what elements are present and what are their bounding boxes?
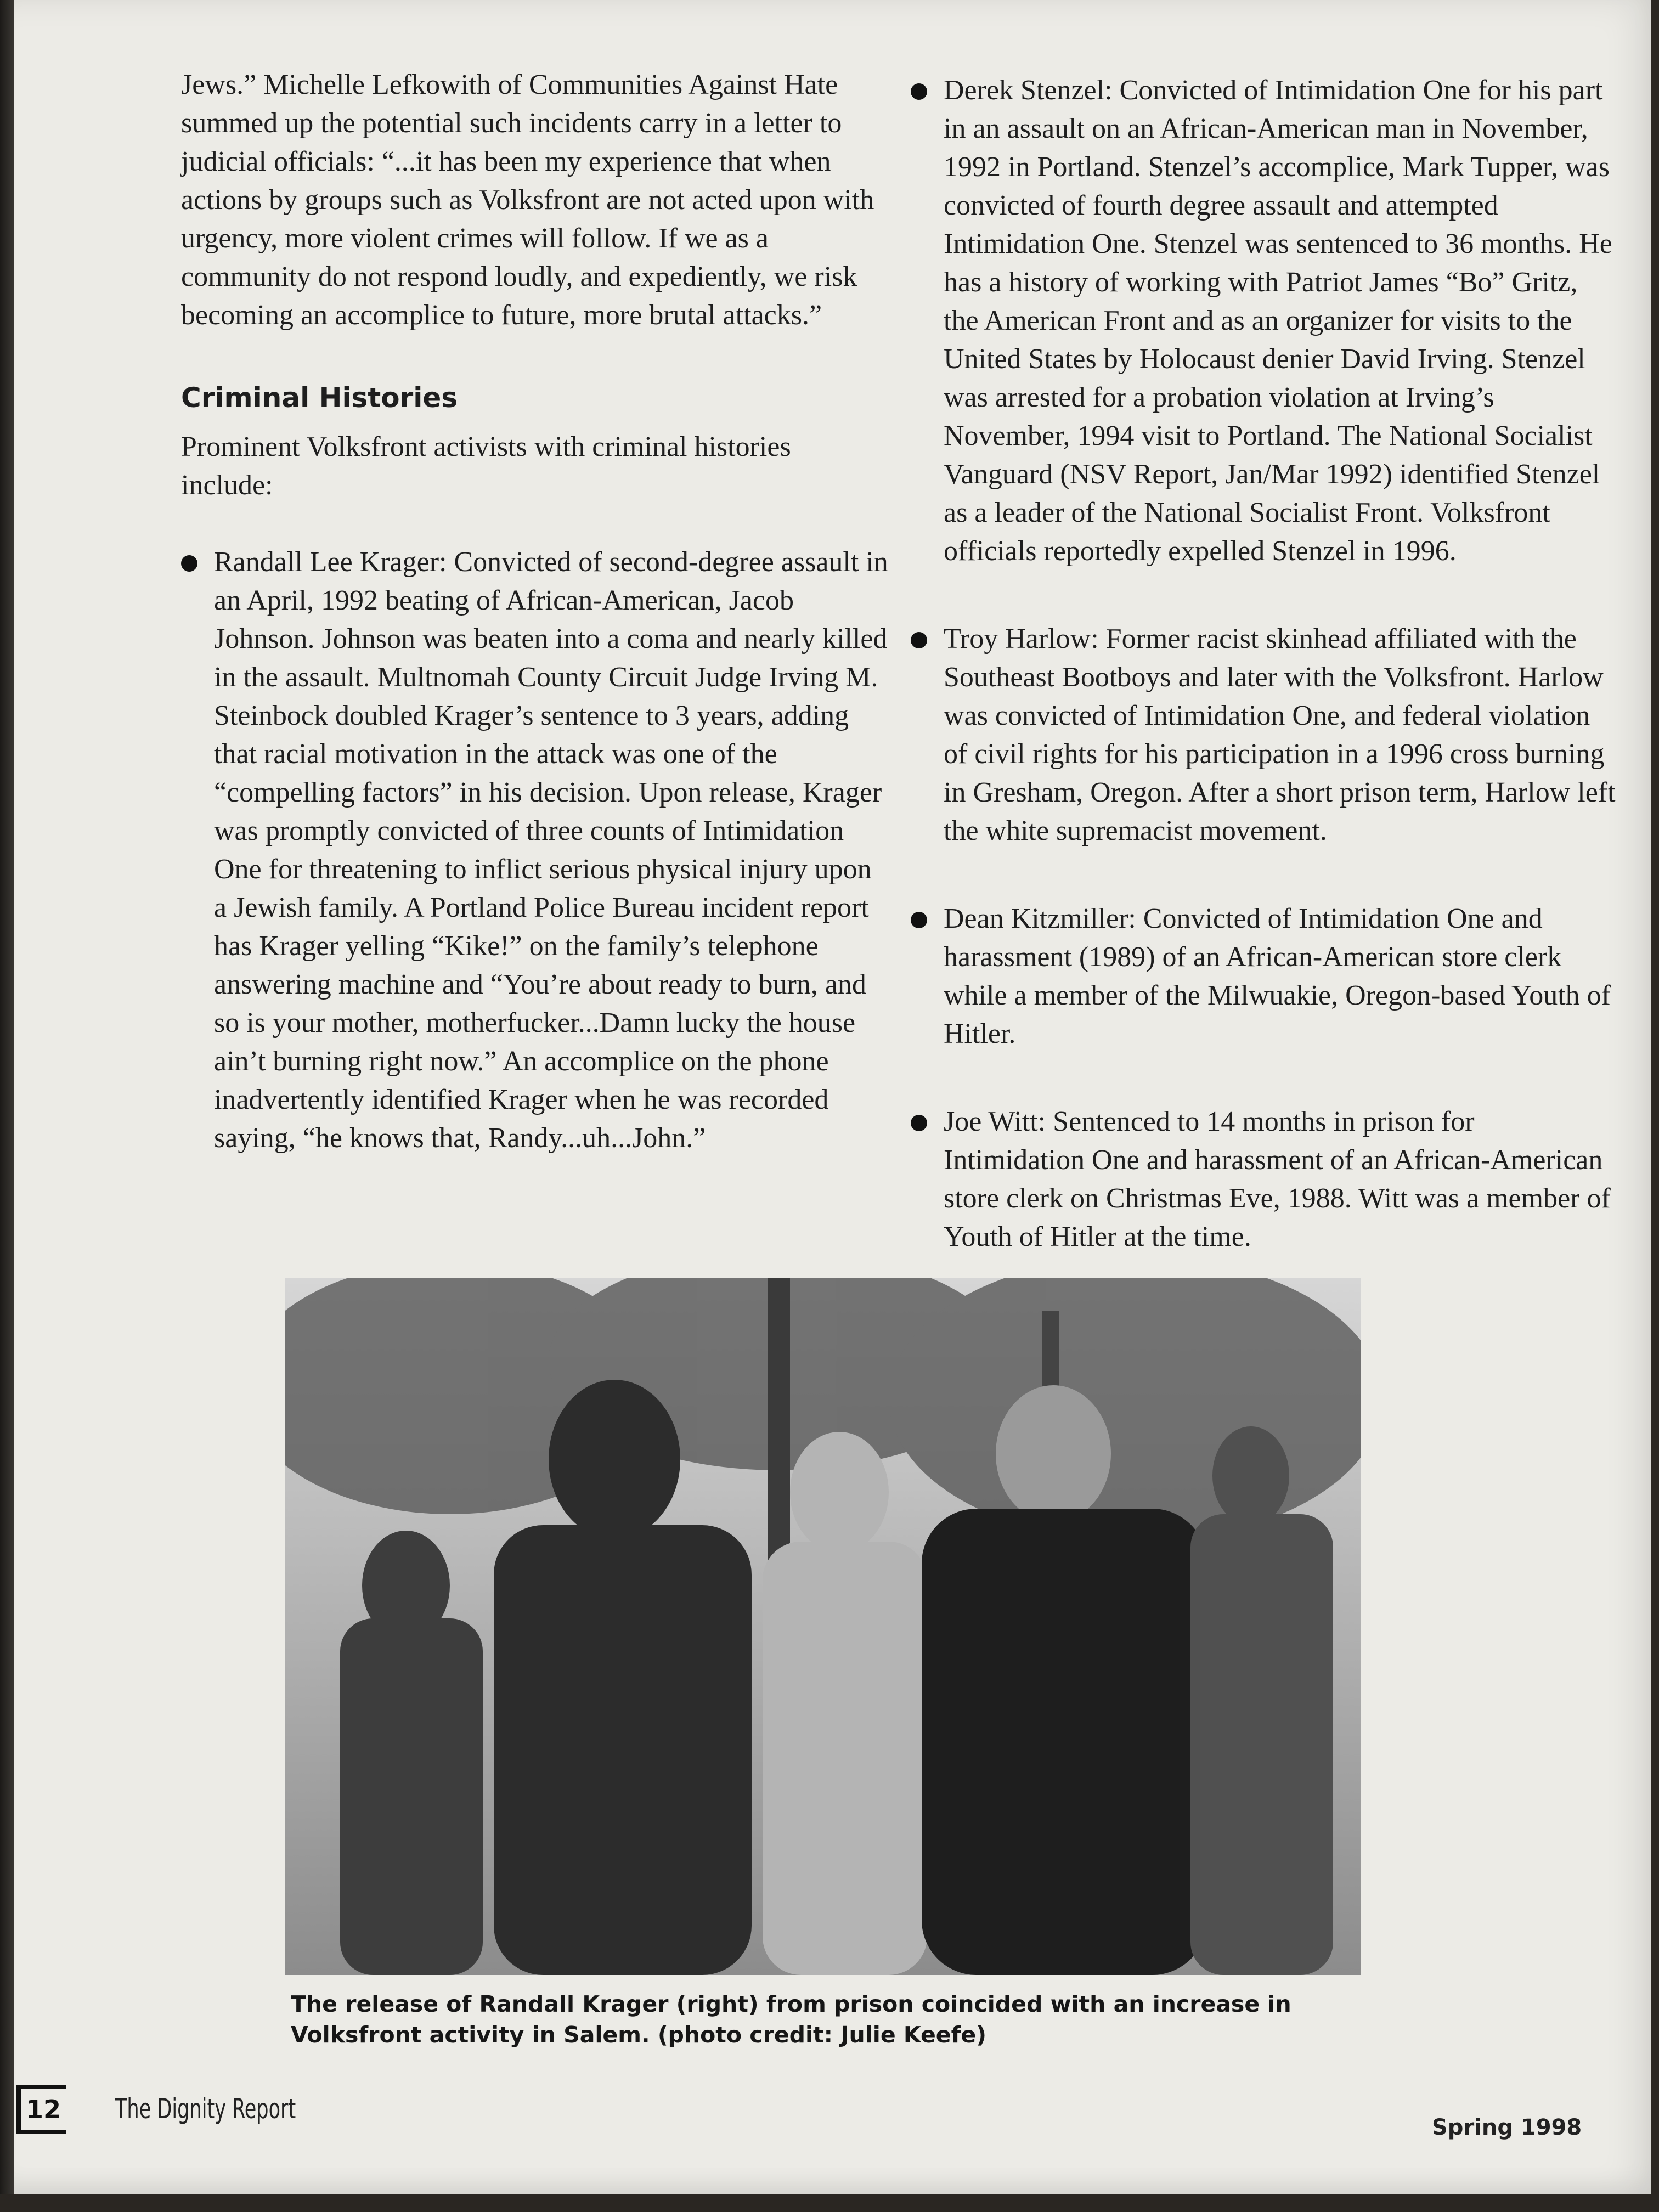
bullet-item bbox=[911, 900, 1618, 1053]
bullet-icon bbox=[911, 912, 927, 928]
right-column bbox=[911, 71, 1618, 1256]
bullet-text: Dean Kitzmiller: Convicted of Intimidation One and harassment (1989) of an African-American store clerk while a member of the Milwuakie, Oregon-based Youth of Hitler. bbox=[944, 903, 1611, 1049]
bullet-text: Troy Harlow: Former racist skinhead affiliated with the Southeast Bootboys and later with the Volksfront. Harlow was convicted of Intimidation One, and federal violation of civil rights for his participation in a 1996 cross burning in Gresham, Oregon. After a short prison term, Harlow left the white supremacist movement. bbox=[944, 623, 1616, 847]
bullet-item bbox=[911, 1103, 1618, 1256]
bullet-icon bbox=[911, 1115, 927, 1131]
publication-title: The Dignity Report bbox=[115, 2093, 296, 2125]
news-photo bbox=[285, 1278, 1361, 1975]
bullet-item bbox=[181, 543, 889, 1158]
bullet-item bbox=[911, 620, 1618, 850]
bullet-text: Joe Witt: Sentenced to 14 months in prison for Intimidation One and harassment of an African-American store clerk on Christmas Eve, 1988. Witt was a member of Youth of Hitler at the time. bbox=[944, 1106, 1611, 1252]
section-intro: Prominent Volksfront activists with criminal histories include: bbox=[181, 431, 791, 501]
left-column bbox=[181, 66, 889, 1158]
page-number: 12 bbox=[16, 2085, 66, 2134]
bullet-icon bbox=[911, 83, 927, 100]
bullet-icon bbox=[911, 632, 927, 648]
issue-date: Spring 1998 bbox=[1432, 2115, 1582, 2140]
bullet-text: Derek Stenzel: Convicted of Intimidation One for his part in an assault on an African-American man in November, 1992 in Portland. Stenzel’s accomplice, Mark Tupper, was convicted of fourth degree assault and attempted Intimidation One. Stenzel was sentenced to 36 months. He has a history of working with Patriot James “Bo” Gritz, the American Front and as an organizer for visits to the United States by Holocaust denier David Irving. Stenzel was arrested for a probation violation at Irving’s November, 1994 visit to Portland. The National Socialist Vanguard (NSV Report, Jan/Mar 1992) identified Stenzel as a leader of the National Socialist Front. Volksfront officials reportedly expelled Stenzel in 1996. bbox=[944, 75, 1612, 567]
bullet-item bbox=[911, 71, 1618, 571]
photo-caption: The release of Randall Krager (right) from prison coincided with an increase in Volksfront activity in Salem. (photo credit: Julie Keefe) bbox=[291, 1991, 1291, 2048]
bullet-icon bbox=[181, 555, 198, 572]
intro-paragraph: Jews.” Michelle Lefkowith of Communities Against Hate summed up the potential such incidents carry in a letter to judicial officials: “...it has been my experience that when actions by groups such as Volksfront are not acted upon with urgency, more violent crimes will follow. If we as a community do not respond loudly, and expediently, we risk becoming an accomplice to future, more brutal attacks.” bbox=[181, 69, 874, 331]
section-heading: Criminal Histories bbox=[181, 382, 458, 414]
page-binding-shadow bbox=[0, 0, 14, 2194]
photo-illustration bbox=[285, 1278, 1361, 1975]
bullet-text: Randall Lee Krager: Convicted of second-degree assault in an April, 1992 beating of African-American, Jacob Johnson. Johnson was beaten into a coma and nearly killed in the assault. Multnomah County Circuit Judge Irving M. Steinbock doubled Krager’s sentence to 3 years, adding that racial motivation in the attack was one of the “compelling factors” in his decision. Upon release, Krager was promptly convicted of three counts of Intimidation One for threatening to inflict serious physical injury upon a Jewish family. A Portland Police Bureau incident report has Krager yelling “Kike!” on the family’s telephone answering machine and “You’re about ready to burn, and so is your mother, motherfucker...Damn lucky the house ain’t burning right now.” An accomplice on the phone inadvertently identified Krager when he was recorded saying, “he knows that, Randy...uh...John.” bbox=[214, 546, 888, 1154]
